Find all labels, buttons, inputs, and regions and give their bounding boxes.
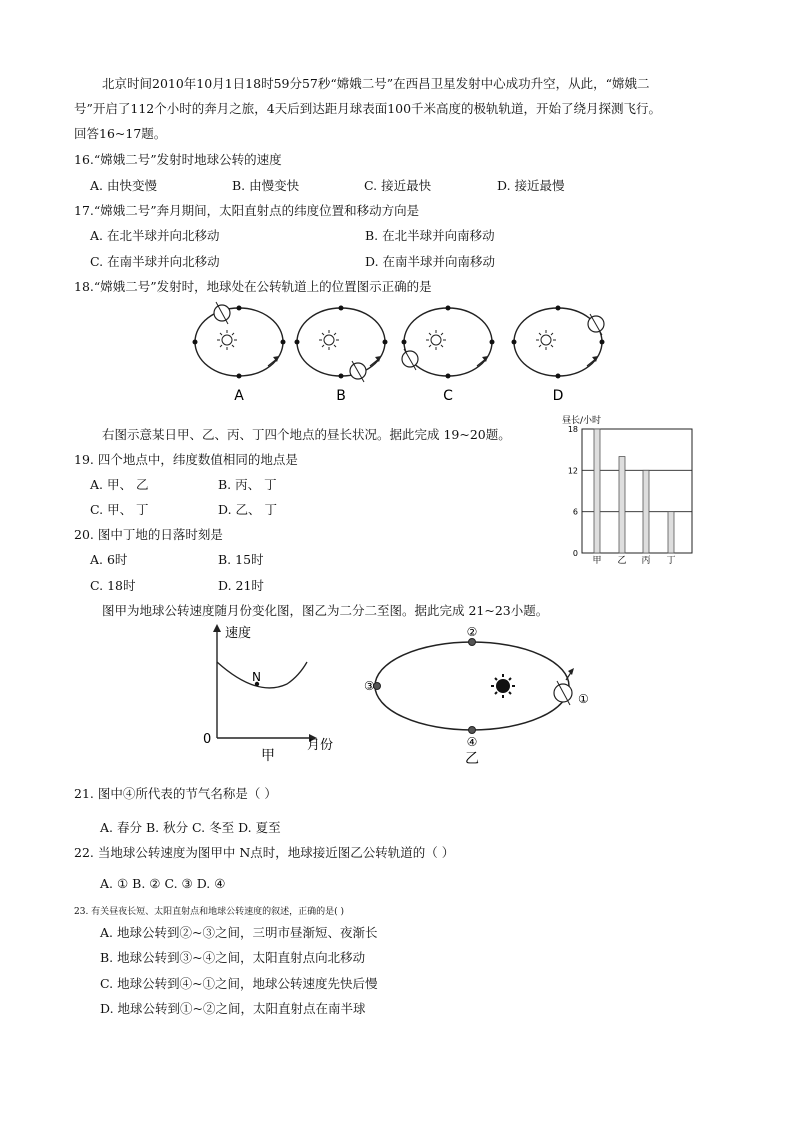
- earth-icon: [588, 314, 604, 335]
- q16-stem: 16.“嫦娥二号”发射时地球公转的速度: [74, 152, 282, 167]
- intro-line-2: 号”开启了112个小时的奔月之旅，4天后到达距月球表面100千米高度的极轨轨道，开始了绕月探测飞行。: [74, 101, 662, 116]
- q16-option-c[interactable]: C. 接近最快: [364, 178, 432, 193]
- q18-orbit-diagrams: [0, 296, 793, 416]
- fig-jia-point-label: N: [252, 670, 261, 684]
- orbit-point-3: ③: [364, 679, 375, 693]
- q22-options[interactable]: A. ① B. ② C. ③ D. ④: [100, 876, 226, 891]
- q23-option-d[interactable]: D. 地球公转到①~②之间，太阳直射点在南半球: [100, 1001, 366, 1016]
- chart-ylabel: 昼长/小时: [562, 416, 602, 426]
- diagram-label-b: B: [336, 388, 346, 404]
- orbit-point-2: ②: [466, 625, 478, 639]
- q22-stem: 22. 当地球公转速度为图甲中 N点时，地球接近图乙公转轨道的（ ）: [74, 845, 455, 860]
- diagram-label-a: A: [234, 388, 244, 404]
- diagram-label-c: C: [443, 388, 453, 404]
- q17-option-d[interactable]: D. 在南半球并向南移动: [365, 254, 496, 269]
- q20-option-a[interactable]: A. 6时: [90, 552, 128, 567]
- q20-stem: 20. 图中丁地的日落时刻是: [74, 527, 223, 542]
- figure-jia-speed-curve: [195, 620, 335, 770]
- intro-21-23: 图甲为地球公转速度随月份变化图，图乙为二分二至图。据此完成 21~23小题。: [102, 603, 549, 618]
- orbit-diagram-c[interactable]: [402, 306, 495, 405]
- q20-option-c[interactable]: C. 18时: [90, 578, 136, 593]
- sun-icon: [319, 330, 339, 350]
- orbit-point-1: ①: [578, 692, 589, 706]
- chart-ytick-label: 18: [567, 425, 578, 434]
- chart-category-label: 乙: [617, 556, 627, 566]
- chart-bar-乙: [619, 457, 625, 553]
- day-length-chart: [560, 414, 710, 564]
- earth-icon: [350, 361, 366, 382]
- fig-jia-ylabel: 速度: [225, 626, 252, 641]
- q19-option-b[interactable]: B. 丙、 丁: [218, 477, 277, 492]
- orbit-diagram-d[interactable]: [512, 306, 605, 405]
- q17-option-a[interactable]: A. 在北半球并向北移动: [90, 228, 220, 243]
- earth-icon: [214, 302, 230, 324]
- chart-bar-甲: [594, 429, 600, 553]
- q19-option-a[interactable]: A. 甲、 乙: [90, 477, 149, 492]
- chart-category-label: 甲: [592, 556, 602, 566]
- q19-option-d[interactable]: D. 乙、 丁: [218, 502, 277, 517]
- chart-bar-丁: [668, 512, 674, 553]
- fig-jia-origin: 0: [203, 732, 212, 747]
- q18-stem: 18.“嫦娥二号”发射时，地球处在公转轨道上的位置图示正确的是: [74, 279, 432, 294]
- chart-ytick-label: 6: [572, 507, 578, 517]
- q21-stem: 21. 图中④所代表的节气名称是（ ）: [74, 786, 277, 801]
- q17-option-b[interactable]: B. 在北半球并向南移动: [365, 228, 495, 243]
- sun-icon: [426, 330, 446, 350]
- q23-stem: 23. 有关昼夜长短、太阳直射点和地球公转速度的叙述，正确的是( ): [74, 907, 345, 917]
- intro-19-20: 右图示意某日甲、乙、丙、丁四个地点的昼长状况。据此完成 19~20题。: [102, 427, 511, 442]
- earth-icon: [554, 668, 574, 705]
- q19-option-c[interactable]: C. 甲、 丁: [90, 502, 149, 517]
- earth-icon: [402, 349, 418, 370]
- figure-yi-orbit: [360, 620, 620, 770]
- q16-option-d[interactable]: D. 接近最慢: [497, 178, 565, 193]
- q19-stem: 19. 四个地点中，纬度数值相同的地点是: [74, 452, 298, 467]
- q20-option-d[interactable]: D. 21时: [218, 578, 264, 593]
- orbit-diagram-a[interactable]: [193, 302, 286, 404]
- sun-icon: [491, 674, 515, 698]
- fig-yi-caption: 乙: [465, 751, 479, 767]
- sun-icon: [217, 330, 237, 350]
- fig-jia-xlabel: 月份: [307, 738, 334, 753]
- chart-category-label: 丁: [666, 556, 676, 566]
- chart-ytick-label: 0: [572, 549, 578, 558]
- q17-stem: 17.“嫦娥二号”奔月期间，太阳直射点的纬度位置和移动方向是: [74, 203, 420, 218]
- fig-jia-caption: 甲: [261, 748, 275, 764]
- q16-option-b[interactable]: B. 由慢变快: [232, 178, 300, 193]
- q20-option-b[interactable]: B. 15时: [218, 552, 264, 567]
- chart-bar-丙: [643, 470, 649, 553]
- intro-line-1: 北京时间2010年10月1日18时59分57秒“嫦娥二号”在西昌卫星发射中心成功升空，从此，“嫦娥二: [102, 76, 650, 91]
- q16-option-a[interactable]: A. 由快变慢: [90, 178, 157, 193]
- q17-option-c[interactable]: C. 在南半球并向北移动: [90, 254, 220, 269]
- orbit-diagram-b[interactable]: [295, 306, 388, 405]
- orbit-point-4: ④: [466, 735, 478, 749]
- q23-option-a[interactable]: A. 地球公转到②~③之间，三明市昼渐短、夜渐长: [100, 925, 378, 940]
- chart-ytick-label: 12: [567, 466, 578, 476]
- q23-option-b[interactable]: B. 地球公转到③~④之间，太阳直射点向北移动: [100, 950, 366, 965]
- intro-line-3: 回答16~17题。: [74, 126, 167, 141]
- diagram-label-d: D: [552, 388, 564, 404]
- q21-options[interactable]: A. 春分 B. 秋分 C. 冬至 D. 夏至: [100, 820, 281, 835]
- q23-option-c[interactable]: C. 地球公转到④~①之间，地球公转速度先快后慢: [100, 976, 378, 991]
- sun-icon: [536, 330, 556, 350]
- chart-category-label: 丙: [641, 556, 651, 566]
